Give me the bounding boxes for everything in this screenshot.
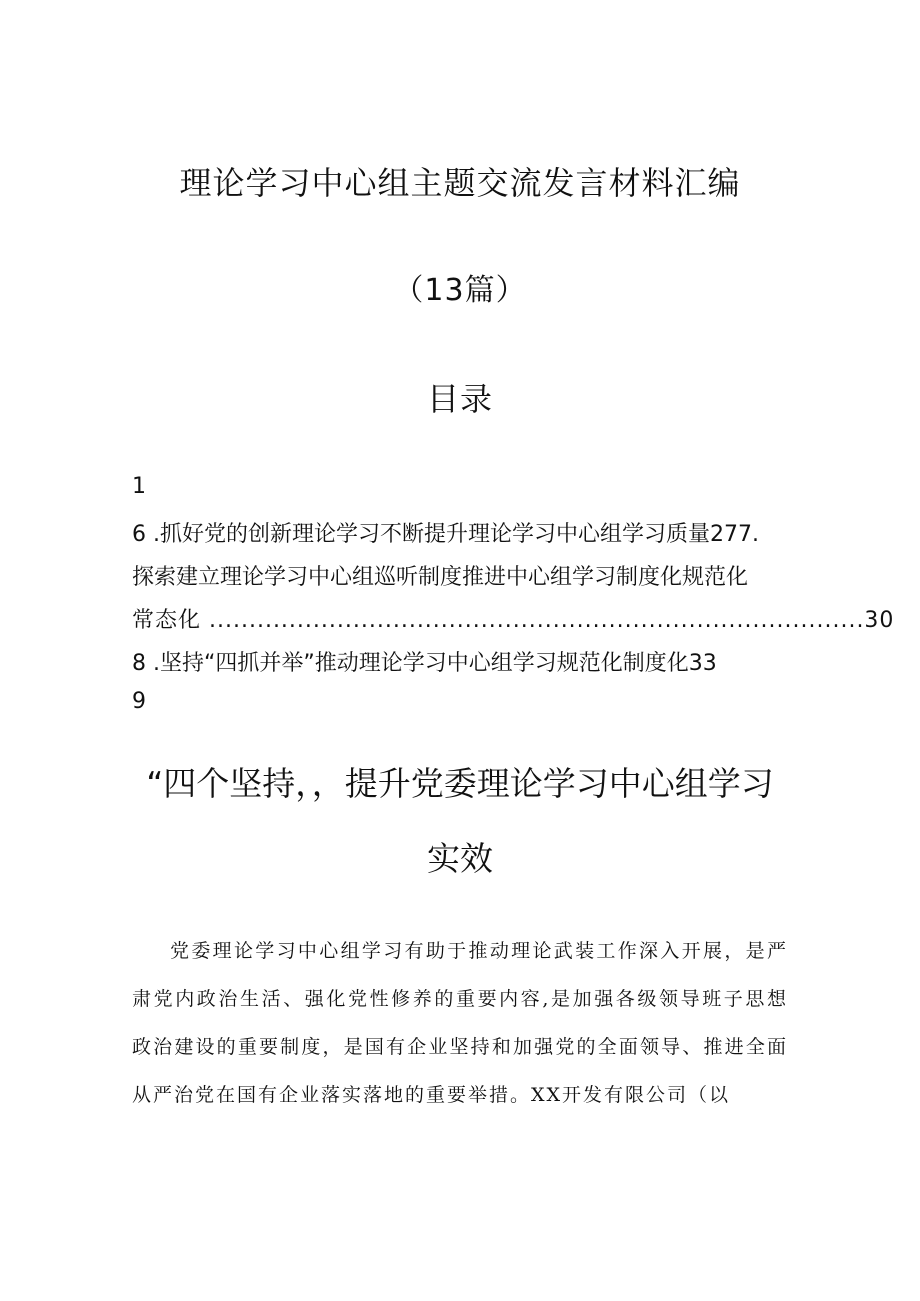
- article-body: [132, 927, 788, 1119]
- document-title: 理论学习中心组主题交流发言材料汇编: [179, 164, 741, 202]
- article-paragraph: 党委理论学习中心组学习有助于推动理论武装工作深入开展，是严肃党内政治生活、强化党性修养的重要内容,是加强各级领导班子思想政治建设的重要制度，是国有企业坚持和加强党的全面领导、推进全面从严治党在国有企业落实落地的重要举措。XX开发有限公司（以: [132, 940, 788, 1106]
- toc-line[interactable]: 9: [132, 689, 146, 714]
- toc-line[interactable]: 6 .抓好党的创新理论学习不断提升理论学习中心组学习质量277.: [132, 522, 759, 547]
- toc-line[interactable]: 1: [132, 474, 146, 499]
- article-title-line-2: 实效: [427, 839, 493, 878]
- toc-line[interactable]: 常态化 ..................................................................................30: [132, 608, 895, 633]
- toc-line[interactable]: 8 .坚持“四抓并举”推动理论学习中心组学习规范化制度化33: [132, 651, 717, 676]
- article-title-line-1: “四个坚持，，提升党委理论学习中心组学习: [146, 764, 774, 803]
- toc-heading: 目录: [426, 380, 493, 418]
- toc-line[interactable]: 探索建立理论学习中心组巡听制度推进中心组学习制度化规范化: [132, 565, 749, 590]
- document-subtitle: （13篇）: [393, 273, 527, 308]
